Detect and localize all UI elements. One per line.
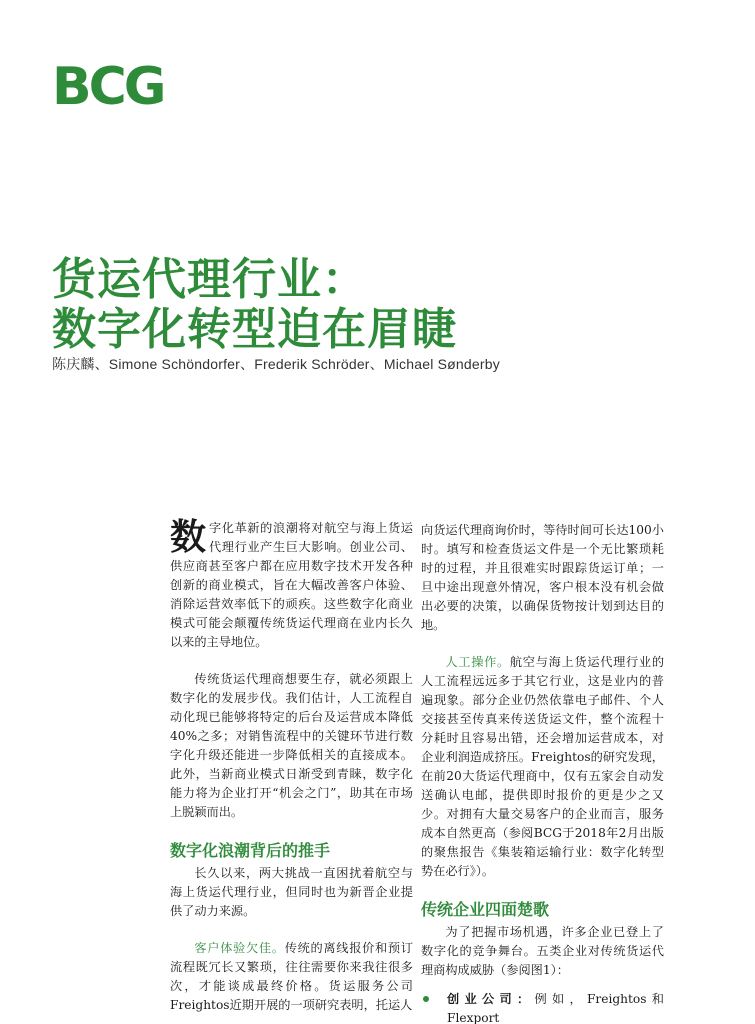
paragraph: 向货运代理商询价时，等待时间可长达100小时。填写和检查货运文件是一个无比繁琐耗时的过程，并且很难实时跟踪货运订单；一旦中途出现意外情况，客户根本没有机会做出必要的决策，以确保货物按计划到达目的地。 [421,523,664,632]
paragraph [421,653,664,881]
right-column [421,521,664,1024]
section-heading: 传统企业四面楚歌 [421,900,550,919]
title-line-2: 数字化转型迫在眉睫 [52,304,457,355]
bcg-logo: BCG [52,57,164,117]
paragraph: 长久以来，两大挑战一直困扰着航空与海上货运代理行业，但同时也为新晋企业提供了动力来源。 [170,866,413,918]
bullet-dot-icon [423,996,429,1002]
intro-text: 字化革新的浪潮将对航空与海上货运代理行业产生巨大影响。创业公司、供应商甚至客户都在应用数字技术开发各种创新的商业模式，旨在大幅改善客户体验、消除运营效率低下的顽疾。这些数字化商业模式可能会颠覆传统货运代理商在业内长久以来的主导地位。 [170,521,413,649]
bullet-body: 例如，Freightos和Flexport [447,992,664,1024]
paragraph [170,939,413,1015]
bullet-list-item [421,990,664,1024]
paragraph-lead: 客户体验欠佳。 [194,941,285,955]
section-heading: 数字化浪潮背后的推手 [170,841,331,860]
bullet-lead: 创业公司： [447,992,535,1006]
left-column [170,516,414,1024]
paragraph-body: 传统的离线报价和预订流程既冗长又繁琐，往往需要你来我往很多次，才能谈成最终价格。货运服务公司Freightos近期开展的一项研究表明，托运人 [170,941,414,1012]
title-line-1: 货运代理行业： [52,254,367,305]
paragraph-body: 航空与海上货运代理行业的人工流程远远多于其它行业，这是业内的普遍现象。部分企业仍然依靠电子邮件、个人交接甚至传真来传送货运文件，整个流程十分耗时且容易出错，还会增加运营成本，对企业利润造成挤压。Freightos的研究发现，在前20大货运代理商中，仅有五家会自动发送确认电邮，提供即时报价的更是少之又少。对拥有大量交易客户的企业而言，服务成本自然更高（参阅BCG于2018年2月出版的聚焦报告《集装箱运输行业：数字化转型势在必行》）。 [421,655,665,878]
authors-line: 陈庆麟、Simone Schöndorfer、Frederik Schröder、Michael Sønderby [52,356,500,372]
page-title [52,255,457,355]
paragraph: 传统货运代理商想要生存，就必须跟上数字化的发展步伐。我们估计，人工流程自动化现已能够将特定的后台及运营成本降低40%之多；对销售流程中的关键环节进行数字化升级还能进一步降低相关的直接成本。此外，当新商业模式日渐受到青睐，数字化能力将为企业打开“机会之门”，助其在市场上脱颖而出。 [170,672,413,819]
paragraph-lead: 人工操作。 [445,655,510,669]
drop-cap: 数 [170,516,207,558]
paragraph: 为了把握市场机遇，许多企业已登上了数字化的竞争舞台。五类企业对传统货运代理商构成威胁（参阅图1）： [421,925,664,977]
intro-paragraph [170,516,413,652]
